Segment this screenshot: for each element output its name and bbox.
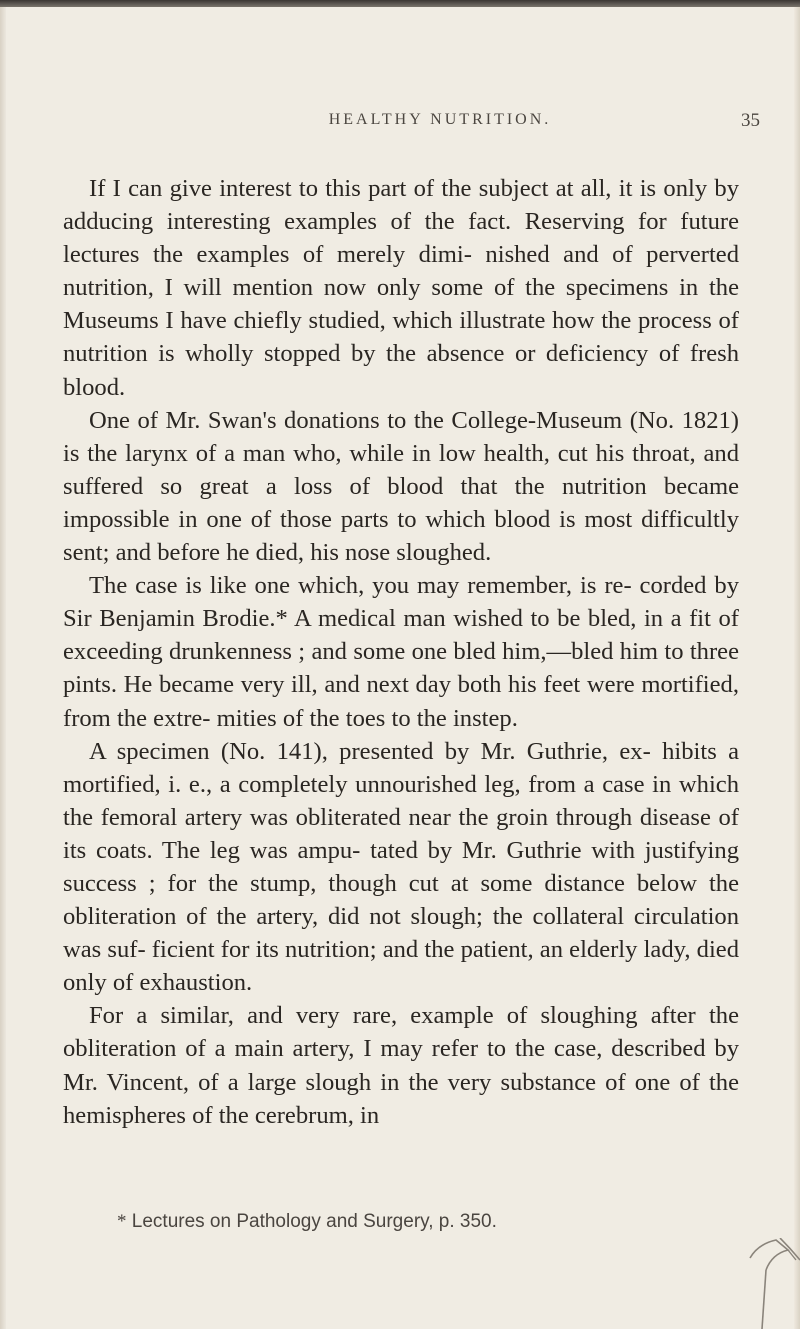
footnote-mark: *: [117, 1211, 127, 1232]
paragraph-2: One of Mr. Swan's donations to the College-Museum (No. 1821) is the larynx of a man who, while in low health, cut his throat, and suffered so great a loss of blood that the nutrition became impossible in one of those parts to which blood is most difficultly sent; and before he died, his nose sloughed.: [63, 406, 739, 567]
page-corner-mark: [730, 1238, 800, 1329]
paragraph-5: For a similar, and very rare, example of sloughing after the obliteration of a main artery, I may refer to the case, described by Mr. Vincent, of a large slough in the very substance of one of the hemispheres of the cerebrum, in: [63, 1002, 739, 1129]
footnote: [117, 1211, 717, 1233]
body-text: [63, 172, 739, 1132]
paragraph-1: If I can give interest to this part of the subject at all, it is only by adducing interesting examples of the fact. Reserving for future lectures the examples of merely dimi- nished and of perverted nutrition, I will mention now only some of the specimens in the Museums I have chiefly studied, which illustrate how the process of nutrition is wholly stopped by the absence or deficiency of fresh blood.: [63, 175, 739, 401]
paragraph-3: The case is like one which, you may remember, is re- corded by Sir Benjamin Brodie.* A medical man wished to be bled, in a fit of exceeding drunkenness ; and some one bled him,—bled him to three pints. He became very ill, and next day both his feet were mortified, from the extre- mities of the toes to the instep.: [63, 572, 739, 732]
page-number: 35: [741, 110, 760, 131]
paragraph-4: A specimen (No. 141), presented by Mr. Guthrie, ex- hibits a mortified, i. e., a completely unnourished leg, from a case in which the femoral artery was obliterated near the groin through disease of its coats. The leg was ampu- tated by Mr. Guthrie with justifying success ; for the stump, though cut at some distance below the obliteration of the artery, did not slough; the collateral circulation was suf- ficient for its nutrition; and the patient, an elderly lady, died only of exhaustion.: [63, 737, 739, 997]
footnote-text: Lectures on Pathology and Surgery, p. 350.: [131, 1211, 497, 1232]
running-head: [120, 111, 760, 135]
running-title: HEALTHY NUTRITION.: [328, 111, 552, 128]
